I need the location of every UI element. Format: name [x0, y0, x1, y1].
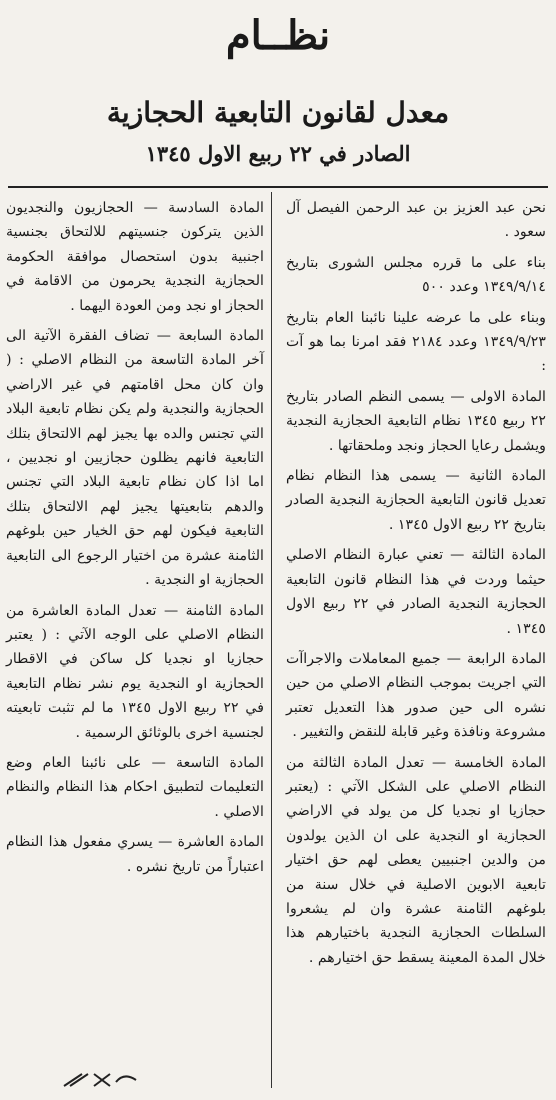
- closing-flourish-icon: [60, 1068, 140, 1090]
- article-5: المادة الخامسة — تعدل المادة الثالثة من النظام الاصلي على الشكل الآتي : (يعتبر حجازيا او نجديا كل من يولد في الاراضي الحجازية او النجدية على ان الذين يولدون من والدين اجنبيين يعطى لهم حق اختيار تابعية الابوين الاصلية في خلال سنة من بلوغهم الثامنة عشرة وان لم يشعروا السلطات الحجازية النجدية باختيارهم هذا خلال المدة المعينة يسقط حق اختيارهم .: [286, 754, 546, 966]
- article-7: المادة السابعة — تضاف الفقرة الآتية الى آخر المادة التاسعة من النظام الاصلي : ( وان كان محل اقامتهم في غير الاراضي الحجازية والنجدية ولم يكن نظام تابعية البلاد التي تجنس والده بها يجيز لهم الالتحاق بتلك التابعية فانهم يظلون حجازيين او نجديين ، اما اذا كان نظام تابعية البلاد التي تجنس والدهم بتابعيتها يجيز لهم الالتحاق بتلك التابعية فيكون لهم حق الخيار حين بلوغهم الثامنة عشرة من اختيار الرجوع الى التابعية الحجازية او النجدية .: [6, 328, 264, 589]
- article-2: المادة الثانية — يسمى هذا النظام نظام تعديل قانون التابعية الحجازية النجدية الصادر بتاريخ ٢٢ ربيع الاول ١٣٤٥ .: [286, 468, 546, 533]
- issue-date-line: الصادر في ٢٢ ربيع الاول ١٣٤٥: [145, 141, 411, 166]
- left-column: [6, 196, 264, 885]
- preamble-deputy: وبناء على ما عرضه علينا نائبنا العام بتاريخ ١٣٤٩/٩/٢٣ وعدد ٢١٨٤ فقد امرنا بما هو آت :: [286, 309, 546, 375]
- preamble-shura: بناء على ما قرره مجلس الشورى بتاريخ ١٣٤٩/٩/١٤ وعدد ٥٠٠: [286, 254, 546, 296]
- article-9: المادة التاسعة — على نائبنا العام وضع التعليمات لتطبيق احكام هذا النظام والنظام الاصلي .: [6, 754, 264, 820]
- article-6: المادة السادسة — الحجازيون والنجديون الذين يتركون جنسيتهم للالتحاق بجنسية اجنبية بدون استحصال موافقة الحكومة الحجازية النجدية يحرمون من الاقامة في الحجاز او نجد ومن العودة اليهما .: [6, 200, 264, 314]
- article-1: المادة الاولى — يسمى النظم الصادر بتاريخ ٢٢ ربيع ١٣٤٥ نظام التابعية الحجازية النجدية ويشمل رعايا الحجاز ونجد وملحقاتها .: [286, 388, 546, 454]
- document-header: [0, 0, 556, 190]
- column-divider: [271, 192, 272, 1088]
- article-3: المادة الثالثة — تعني عبارة النظام الاصلي حيثما وردت في هذا النظام قانون التابعية الحجازية النجدية الصادر في ٢٢ ربيع الاول ١٣٤٥ .: [286, 547, 546, 637]
- preamble-king: نحن عبد العزيز بن عبد الرحمن الفيصل آل سعود .: [286, 200, 546, 241]
- article-8: المادة الثامنة — تعدل المادة العاشرة من النظام الاصلي على الوجه الآتي : ( يعتبر حجازيا او نجديا كل ساكن في الاقطار الحجازية او النجدية يوم نشر نظام التابعية في ٢٢ ربيع الاول ١٣٤٥ ما لم تثبت تابعيته لجنسية اخرى بالوثائق الرسمية .: [6, 602, 264, 741]
- right-column: [286, 196, 546, 976]
- document-title: نظــام: [225, 12, 331, 59]
- document-subtitle: معدل لقانون التابعية الحجازية: [106, 96, 450, 129]
- header-rule: [8, 186, 548, 188]
- article-10: المادة العاشرة — يسري مفعول هذا النظام اعتباراً من تاريخ نشره .: [6, 834, 264, 875]
- article-4: المادة الرابعة — جميع المعاملات والاجراآت التي اجريت بموجب النظام الاصلي من حين نشره الى حين صدور هذا التعديل تعتبر مشروعة ونافذة وغير قابلة للنقض والتغيير .: [286, 650, 546, 741]
